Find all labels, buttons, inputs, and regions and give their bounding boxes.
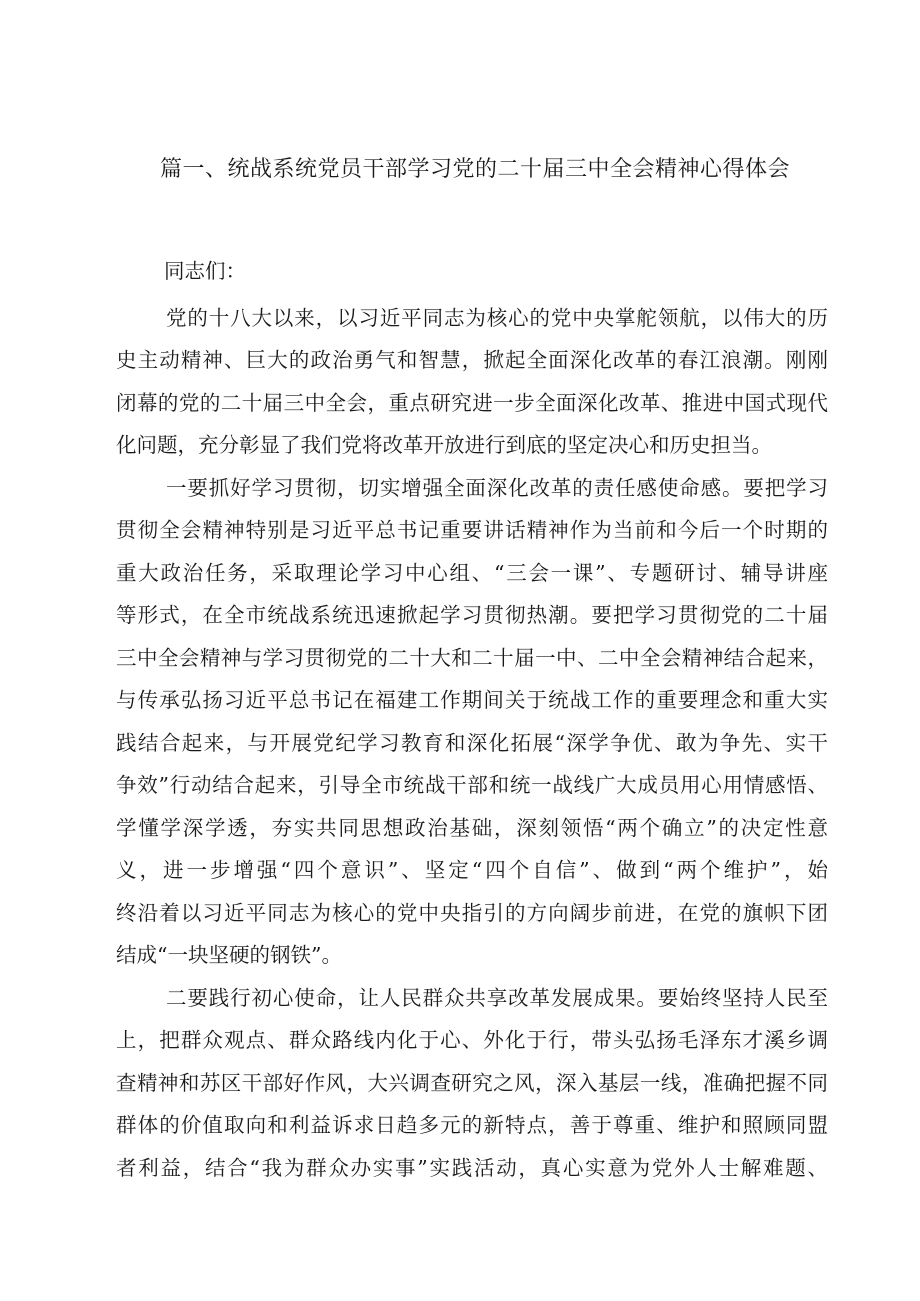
paragraph-line: 化问题，充分彰显了我们党将改革开放进行到底的坚定决心和历史担当。	[116, 433, 772, 457]
document-title: 篇一、统战系统党员干部学习党的二十届三中全会精神心得体会	[160, 157, 791, 182]
paragraph-line: 三中全会精神与学习贯彻党的二十大和二十届一中、二中全会精神结合起来，	[116, 645, 828, 670]
paragraph-line: 终沿着以习近平同志为核心的党中央指引的方向阔步前进，在党的旗帜下团	[116, 900, 828, 925]
paragraph-line: 者利益，结合“我为群众办实事”实践活动，真心实意为党外人士解难题、	[116, 1155, 828, 1180]
document-body	[116, 250, 828, 1189]
paragraph-line: 贯彻全会精神特别是习近平总书记重要讲话精神作为当前和今后一个时期的	[116, 518, 828, 542]
salutation: 同志们：	[164, 259, 246, 283]
paragraph-line: 践结合起来，与开展党纪学习教育和深化拓展“深学争优、敢为争先、实干	[116, 730, 828, 755]
paragraph-line: 义，进一步增强“四个意识”、坚定“四个自信”、做到“两个维护”，始	[116, 858, 828, 882]
paragraph-line: 与传承弘扬习近平总书记在福建工作期间关于统战工作的重要理念和重大实	[116, 688, 828, 712]
paragraph-line: 查精神和苏区干部好作风，大兴调查研究之风，深入基层一线，准确把握不同	[116, 1070, 828, 1095]
paragraph-line: 争效”行动结合起来，引导全市统战干部和统一战线广大成员用心用情感悟、	[116, 773, 828, 797]
paragraph-line: 等形式，在全市统战系统迅速掀起学习贯彻热潮。要把学习贯彻党的二十届	[116, 603, 828, 627]
paragraph-line: 上，把群众观点、群众路线内化于心、外化于行，带头弘扬毛泽东才溪乡调	[116, 1028, 828, 1052]
paragraph-line: 二要践行初心使命，让人民群众共享改革发展成果。要始终坚持人民至	[166, 985, 828, 1010]
paragraph-line: 一要抓好学习贯彻，切实增强全面深化改革的责任感使命感。要把学习	[166, 475, 828, 500]
paragraph-1	[116, 297, 828, 467]
paragraph-2	[116, 467, 828, 977]
paragraph-line: 重大政治任务，采取理论学习中心组、“三会一课”、专题研讨、辅导讲座	[116, 560, 828, 585]
paragraph-line: 党的十八大以来，以习近平同志为核心的党中央掌舵领航，以伟大的历	[166, 305, 828, 330]
paragraph-line: 闭幕的党的二十届三中全会，重点研究进一步全面深化改革、推进中国式现代	[116, 390, 828, 415]
paragraph-line: 史主动精神、巨大的政治勇气和智慧，掀起全面深化改革的春江浪潮。刚刚	[116, 348, 828, 372]
paragraph-line: 结成“一块坚硬的钢铁”。	[116, 943, 342, 967]
paragraph-3	[116, 977, 828, 1190]
paragraph-line: 学懂学深学透，夯实共同思想政治基础，深刻领悟“两个确立”的决定性意	[116, 815, 828, 840]
paragraph-line: 群体的价值取向和利益诉求日趋多元的新特点，善于尊重、维护和照顾同盟	[116, 1113, 828, 1137]
